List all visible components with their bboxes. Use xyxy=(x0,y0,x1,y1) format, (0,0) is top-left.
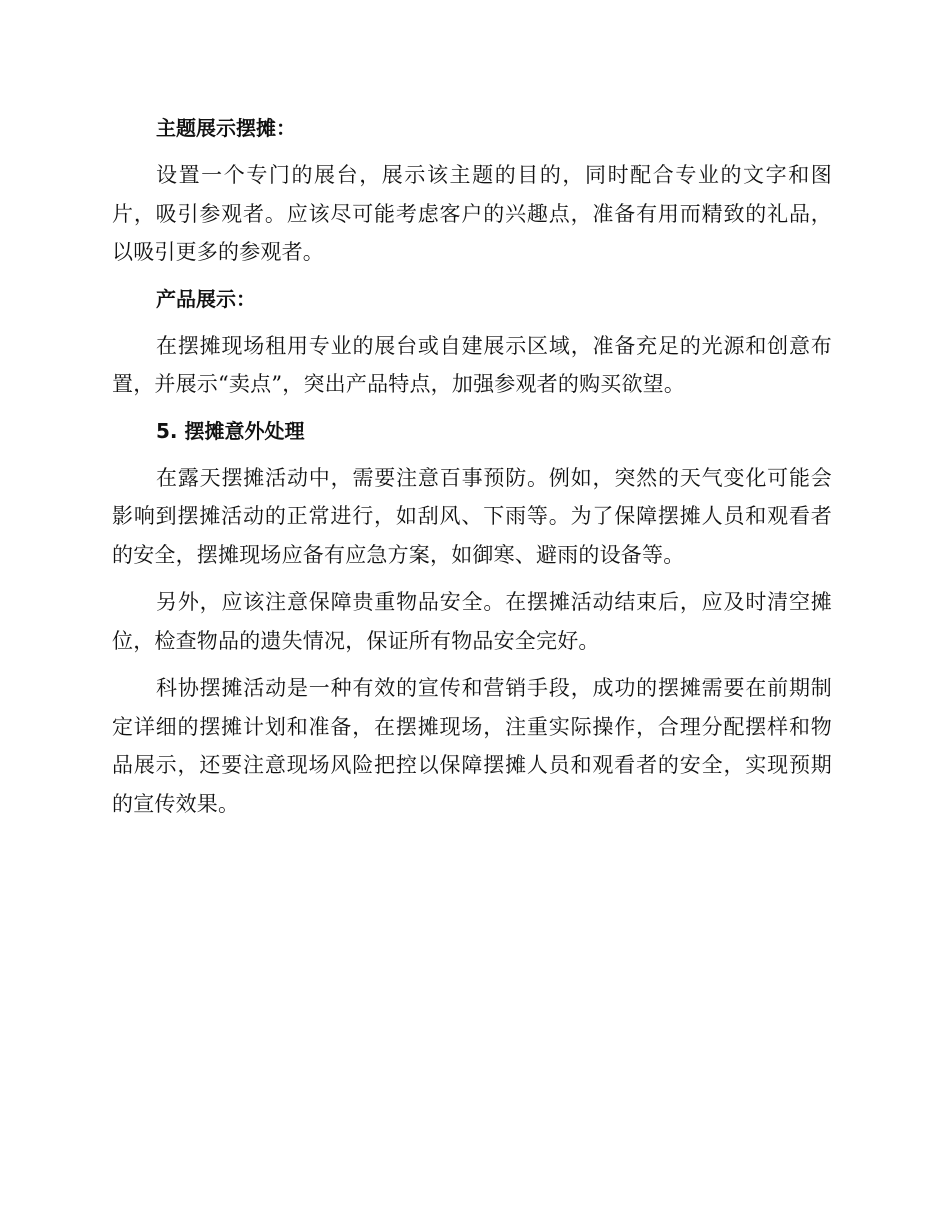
section-heading-product-display: 产品展示： xyxy=(156,286,256,311)
section-heading-theme-display: 主题展示摆摊： xyxy=(156,116,296,140)
document-body xyxy=(112,110,832,832)
section-heading-accident-handling: 5. 摆摊意外处理 xyxy=(156,418,305,443)
paragraph-weather-prevention: 在露天摆摊活动中，需要注意百事预防。例如，突然的天气变化可能会影响到摆摊活动的正常进行，如刮风、下雨等。为了保障摆摊人员和观看者的安全，摆摊现场应备有应急方案，如御寒、避雨的设备等。 xyxy=(112,465,832,567)
paragraph-theme-display: 设置一个专门的展台，展示该主题的目的，同时配合专业的文字和图片，吸引参观者。应该尽可能考虑客户的兴趣点，准备有用而精致的礼品，以吸引更多的参观者。 xyxy=(112,163,832,264)
paragraph-conclusion: 科协摆摊活动是一种有效的宣传和营销手段，成功的摆摊需要在前期制定详细的摆摊计划和准备，在摆摊现场，注重实际操作，合理分配摆样和物品展示，还要注意现场风险把控以保障摆摊人员和观看者的安全，实现预期的宣传效果。 xyxy=(112,676,832,816)
paragraph-product-display: 在摆摊现场租用专业的展台或自建展示区域，准备充足的光源和创意布置，并展示“卖点”，突出产品特点，加强参观者的购买欲望。 xyxy=(112,333,832,396)
paragraph-valuables-safety: 另外，应该注意保障贵重物品安全。在摆摊活动结束后，应及时清空摊位，检查物品的遗失情况，保证所有物品安全完好。 xyxy=(112,590,832,653)
